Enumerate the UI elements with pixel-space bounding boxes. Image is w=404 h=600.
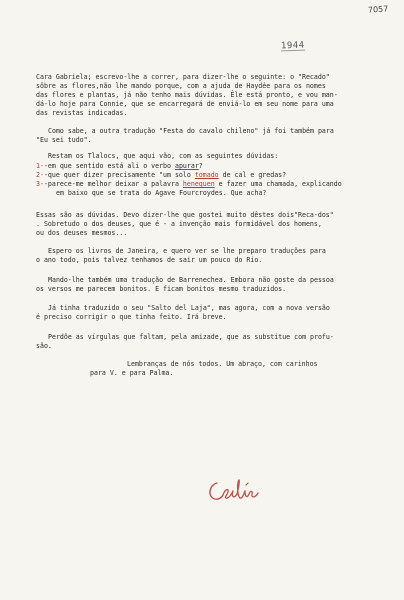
queried-word: tomado bbox=[194, 171, 219, 179]
body-line: sôbre as flores,não lhe mando porque, com a ajuda de Haydée para os nomes bbox=[36, 82, 326, 90]
question-3 bbox=[36, 180, 342, 188]
body-line: das revistas indicadas. bbox=[36, 109, 128, 117]
body-line: Espero os livros de Janeira, e quero ver se lhe preparo traduções para bbox=[48, 247, 326, 255]
body-line: Perdõe as vírgulas que faltam, pela amizade, que as substitue com profu- bbox=[48, 333, 334, 341]
question-text: -que quer dizer precisamente "um solo bbox=[43, 171, 195, 179]
question-text: e fazer uma chamada, explicando bbox=[214, 180, 342, 188]
archive-stamp: 7057 bbox=[367, 4, 389, 15]
question-text: ? bbox=[198, 162, 203, 170]
handwritten-signature bbox=[205, 475, 265, 505]
body-line: o ano todo, pois talvez tenhamos de sair um pouco do Rio. bbox=[36, 256, 263, 264]
body-line: Restam os Tlalocs, que aqui vão, com as seguintes dúvidas: bbox=[48, 152, 279, 160]
body-line: Como sabe, a outra tradução "Festa do cavalo chileno" já foi também para bbox=[48, 127, 334, 135]
closing-line: Lembranças de nós todos. Um abraço, com carinhos bbox=[127, 360, 318, 368]
question-number: 2- bbox=[36, 171, 44, 179]
body-line: são. bbox=[36, 342, 52, 350]
question-1 bbox=[36, 162, 203, 170]
year-mark: 1944 bbox=[280, 40, 305, 52]
body-line: é preciso corrigir o que tinha feito. Irá breve. bbox=[36, 313, 227, 321]
body-line: Já tinha traduzido o seu "Salto del Laja", mas agora, com a nova versão bbox=[48, 304, 330, 312]
body-line: em baixo que se trata do Agave Fourcroydes. Que acha? bbox=[56, 189, 267, 197]
body-line: ou dos deuses mesmos... bbox=[36, 229, 128, 237]
question-2 bbox=[36, 171, 286, 179]
question-text: de cal e gredas? bbox=[218, 171, 287, 179]
body-line: "Eu sei tudo". bbox=[36, 136, 92, 144]
question-text: -em que sentido está ali o verbo bbox=[43, 162, 175, 170]
body-line: Essas são as dúvidas. Devo dizer-lhe que gostei muito dêstes dois"Reca-dos" bbox=[36, 211, 334, 219]
body-line: das flores e plantas, já não tenho mais dúvidas. Êle está pronto, e vou man- bbox=[36, 91, 338, 99]
queried-word: henequen bbox=[182, 180, 215, 188]
body-line: Mando-lhe também uma tradução de Barrenechea. Embora não goste da pessoa bbox=[48, 276, 334, 284]
question-text: -parece-me melhor deixar a palavra bbox=[43, 180, 183, 188]
body-line: os versos me parecem bonitos. E ficam bonitos mesmo traduzidos. bbox=[36, 285, 287, 293]
question-number: 3- bbox=[36, 180, 44, 188]
question-number: 1- bbox=[36, 162, 44, 170]
queried-word: apurar bbox=[174, 162, 199, 170]
body-line: . Sobretudo o dos deuses, que é - a invenção mais formidável dos homens, bbox=[36, 220, 322, 228]
greeting-line: Cara Gabriela; escrevo-lhe a correr, para dizer-lhe o seguinte: o "Recado" bbox=[36, 73, 330, 81]
body-line: dá-lo hoje para Connie, que se encarregará de enviá-lo em seu nome para uma bbox=[36, 100, 334, 108]
closing-line: para V. e para Palma. bbox=[90, 369, 174, 377]
